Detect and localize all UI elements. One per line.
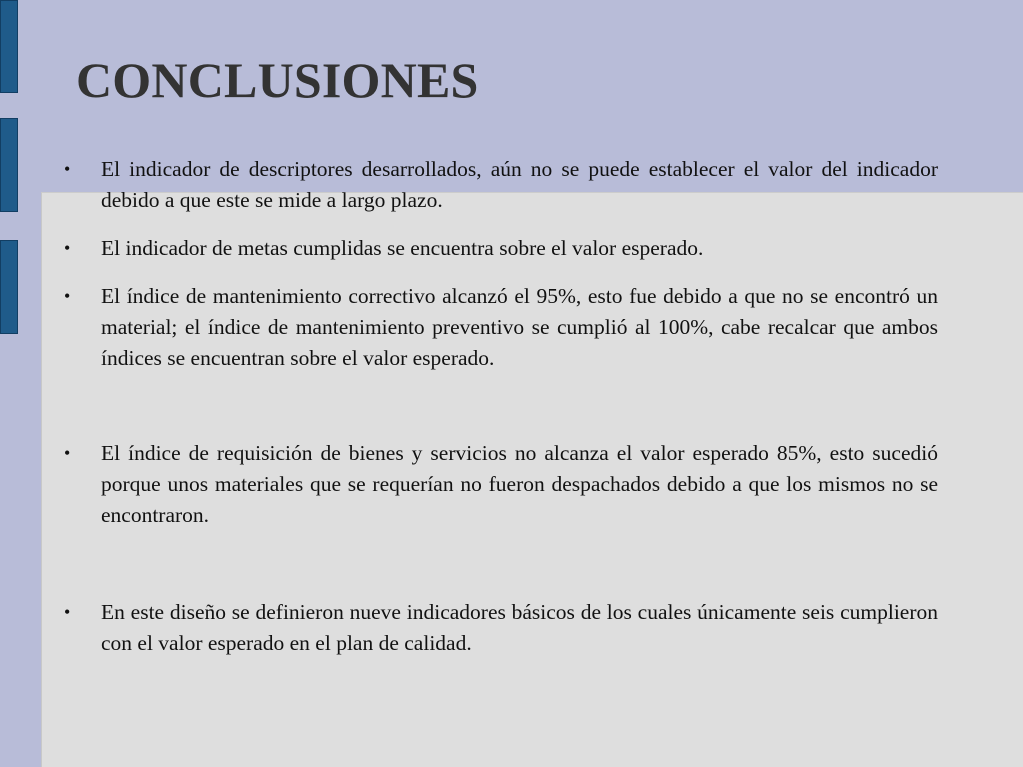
slide-title: CONCLUSIONES [76, 52, 479, 108]
accent-bar-middle [0, 118, 18, 212]
conclusions-list [62, 154, 938, 659]
list-item [62, 233, 938, 264]
bullet-text: El indicador de metas cumplidas se encuentra sobre el valor esperado. [101, 236, 704, 260]
bullet-icon: • [64, 286, 71, 306]
bullet-text: El índice de requisición de bienes y servicios no alcanza el valor esperado 85%, esto sucedió porque unos materiales que se requerían no fueron despachados debido a que los mismos no se encontraron. [101, 441, 938, 527]
list-item [62, 597, 938, 659]
accent-bar-top [0, 0, 18, 93]
list-item [62, 281, 938, 374]
list-item [62, 154, 938, 216]
accent-bar-bottom [0, 240, 18, 334]
bullet-icon: • [64, 443, 71, 463]
bullet-icon: • [64, 159, 71, 179]
bullet-icon: • [64, 238, 71, 258]
bullet-icon: • [64, 602, 71, 622]
list-item [62, 438, 938, 531]
bullet-text: El indicador de descriptores desarrollados, aún no se puede establecer el valor del indicador debido a que este se mide a largo plazo. [101, 157, 938, 212]
bullet-text: El índice de mantenimiento correctivo alcanzó el 95%, esto fue debido a que no se encontró un material; el índice de mantenimiento preventivo se cumplió al 100%, cabe recalcar que ambos índices se encuentran sobre el valor esperado. [101, 284, 938, 370]
bullet-text: En este diseño se definieron nueve indicadores básicos de los cuales únicamente seis cumplieron con el valor esperado en el plan de calidad. [101, 600, 938, 655]
